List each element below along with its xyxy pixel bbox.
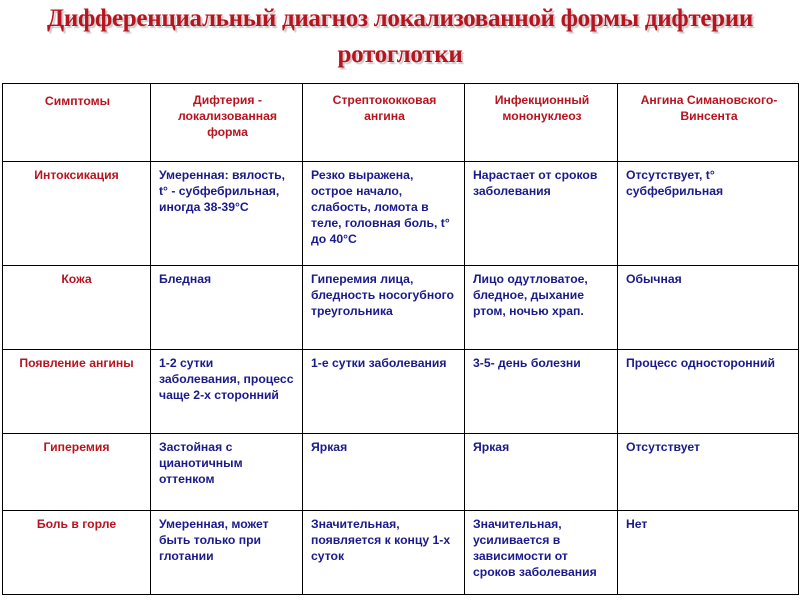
row-label-sore-throat: Боль в горле — [3, 511, 151, 595]
cell-mono: Значительная, усиливается в зависимости от сроков заболевания — [465, 511, 618, 595]
table-row — [3, 511, 799, 595]
row-label-angina-onset: Появление ангины — [3, 350, 151, 434]
table-row — [3, 162, 799, 266]
cell-strep: Яркая — [303, 434, 465, 511]
cell-vincent: Отсутствует — [618, 434, 799, 511]
cell-diphtheria: 1-2 сутки заболевания, процесс чаще 2-х сторонний — [151, 350, 303, 434]
row-label-hyperemia: Гиперемия — [3, 434, 151, 511]
cell-strep: Резко выражена, острое начало, слабость, ломота в теле, головная боль, t° до 40°С — [303, 162, 465, 266]
cell-strep: 1-е сутки заболевания — [303, 350, 465, 434]
table-row — [3, 266, 799, 350]
table-header-row — [3, 84, 799, 162]
cell-mono: Нарастает от сроков заболевания — [465, 162, 618, 266]
header-symptoms: Симптомы — [3, 84, 151, 162]
cell-diphtheria: Застойная с цианотичным оттенком — [151, 434, 303, 511]
cell-mono: Яркая — [465, 434, 618, 511]
cell-diphtheria: Умеренная: вялость, t° - субфебрильная, иногда 38-39°С — [151, 162, 303, 266]
cell-vincent: Нет — [618, 511, 799, 595]
cell-diphtheria: Умеренная, может быть только при глотании — [151, 511, 303, 595]
header-vincent-angina: Ангина Симановского-Винсента — [618, 84, 799, 162]
header-diphtheria: Дифтерия - локализованная форма — [151, 84, 303, 162]
cell-vincent: Процесс односторонний — [618, 350, 799, 434]
row-label-skin: Кожа — [3, 266, 151, 350]
row-label-intoxication: Интоксикация — [3, 162, 151, 266]
cell-strep: Гиперемия лица, бледность носогубного треугольника — [303, 266, 465, 350]
slide-title: Дифференциальный диагноз локализованной формы дифтерии ротоглотки — [47, 5, 753, 68]
table-row — [3, 350, 799, 434]
cell-mono: 3-5- день болезни — [465, 350, 618, 434]
header-strep-angina: Стрептококковая ангина — [303, 84, 465, 162]
cell-vincent: Обычная — [618, 266, 799, 350]
cell-mono: Лицо одутловатое, бледное, дыхание ртом, ночью храп. — [465, 266, 618, 350]
cell-vincent: Отсутствует, t° субфебрильная — [618, 162, 799, 266]
header-mononucleosis: Инфекционный мононуклеоз — [465, 84, 618, 162]
cell-diphtheria: Бледная — [151, 266, 303, 350]
cell-strep: Значительная, появляется к концу 1-х суток — [303, 511, 465, 595]
table-row — [3, 434, 799, 511]
differential-diagnosis-table — [2, 83, 799, 595]
